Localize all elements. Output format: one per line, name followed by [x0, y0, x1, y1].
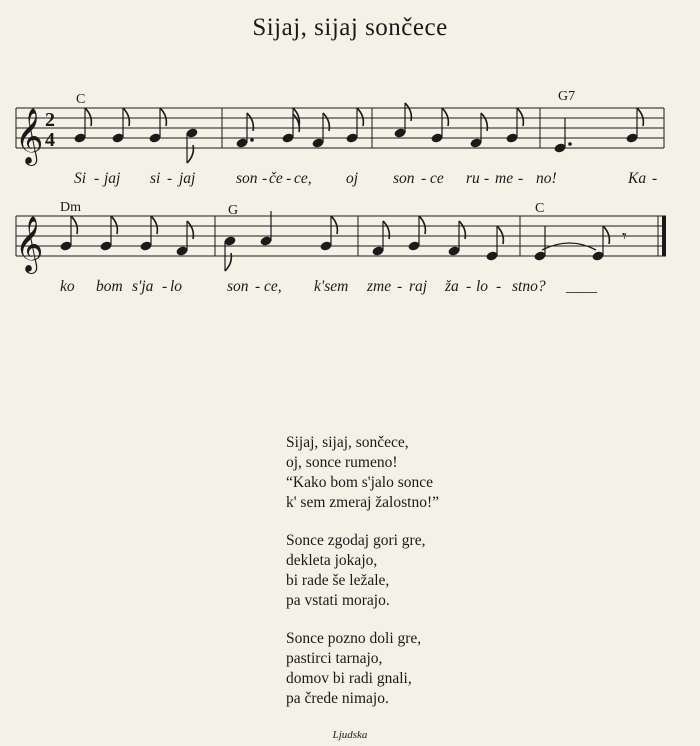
lyric-hyphen: - [162, 278, 168, 295]
lyric-syllable: jaj [104, 170, 121, 187]
verse-line: dekleta jokajo, [286, 552, 378, 569]
note-flag [71, 216, 77, 234]
lyric-hyphen: - [518, 170, 524, 187]
chord-c: C [76, 92, 86, 107]
lyric-syllable: zme [367, 278, 392, 295]
song-title: Sijaj, sijaj sončece [252, 14, 448, 41]
note-flag [151, 216, 157, 234]
source-credit: Ljudska [332, 729, 368, 741]
stanza-1 [286, 433, 439, 513]
note-flag [419, 216, 425, 234]
note-flag [603, 226, 609, 244]
verse-line: pa črede nimajo. [286, 690, 389, 707]
note-flag [111, 216, 117, 234]
final-barline [662, 216, 666, 256]
lyric-syllable: me [495, 170, 514, 187]
chord-c-final: C [535, 201, 545, 216]
stanza-2 [286, 531, 439, 611]
lyric-syllable: če [269, 170, 283, 187]
lyric-syllable: son [393, 170, 415, 187]
lyric-syllable: ko [60, 278, 75, 295]
treble-clef-icon: 𝄞 [15, 108, 44, 164]
lyrics-line-2 [0, 278, 700, 300]
note-flag [85, 108, 91, 126]
chord-g7: G7 [558, 89, 576, 104]
lyrics-line-1 [0, 170, 700, 192]
lyric-hyphen: - [652, 170, 658, 187]
verse-line: bi rade še ležale, [286, 572, 390, 589]
time-signature-bottom: 4 [45, 129, 55, 151]
lyric-syllable: ce, [264, 278, 282, 295]
augmentation-dot [250, 138, 254, 142]
note-flag [517, 108, 523, 126]
note-flag [637, 108, 643, 126]
lyric-syllable: ce, [294, 170, 312, 187]
lyric-hyphen: - [496, 278, 502, 295]
lyric-hyphen: - [466, 278, 472, 295]
verse-line: domov bi radi gnali, [286, 670, 412, 687]
lyric-hyphen: - [167, 170, 173, 187]
lyric-syllable: Si [74, 170, 87, 187]
lyric-syllable: k'sem [314, 278, 349, 295]
lyric-syllable: son [227, 278, 249, 295]
verses [286, 433, 439, 727]
lyric-syllable: oj [346, 170, 359, 187]
lyric-hyphen: - [94, 170, 100, 187]
note-flag [160, 108, 166, 126]
lyric-hyphen: - [397, 278, 403, 295]
treble-clef-icon: 𝄞 [15, 216, 44, 272]
lyric-hyphen: - [421, 170, 427, 187]
staff-2 [16, 216, 666, 256]
lyric-syllable: lo [170, 278, 183, 295]
time-signature-top: 2 [45, 109, 55, 131]
lyric-syllable: ru [466, 170, 480, 187]
verse-line: pa vstati morajo. [286, 592, 390, 609]
stanza-3 [286, 629, 439, 709]
lyric-syllable: raj [409, 278, 428, 295]
lyric-syllable: ce [430, 170, 444, 187]
verse-line: Sonce pozno doli gre, [286, 630, 422, 647]
lyric-syllable: Ka [628, 170, 647, 187]
verse-line: “Kako bom s'jalo sonce [286, 474, 433, 491]
note-flag [357, 108, 363, 126]
verse-line: k' sem zmeraj žalostno!” [286, 494, 439, 511]
lyric-syllable: ža [445, 278, 459, 295]
note-flag [442, 108, 448, 126]
lyric-hyphen: - [484, 170, 490, 187]
augmentation-dot [568, 142, 572, 146]
lyric-extender: ____ [566, 278, 597, 295]
verse-line: Sijaj, sijaj, sončece, [286, 434, 409, 451]
verse-line: oj, sonce rumeno! [286, 454, 398, 471]
chord-g: G [228, 203, 239, 218]
lyric-syllable: jaj [179, 170, 196, 187]
lyric-syllable: stno? [512, 278, 546, 295]
verse-line: Sonce zgodaj gori gre, [286, 532, 426, 549]
lyric-hyphen: - [255, 278, 261, 295]
eighth-rest-icon: 𝄾 [622, 226, 627, 247]
lyric-syllable: si [150, 170, 161, 187]
lyric-hyphen: - [286, 170, 292, 187]
lyric-syllable: no! [536, 170, 557, 187]
note-flag [497, 226, 503, 244]
lyric-syllable: lo [476, 278, 489, 295]
lyric-hyphen: - [262, 170, 268, 187]
verse-line: pastirci tarnajo, [286, 650, 383, 667]
note-flag [331, 216, 337, 234]
lyric-syllable: s'ja [132, 278, 154, 295]
note-flag [123, 108, 129, 126]
chord-dm: Dm [60, 200, 81, 215]
lyric-syllable: son [236, 170, 258, 187]
staff-1 [16, 108, 664, 148]
lyric-syllable: bom [96, 278, 123, 295]
